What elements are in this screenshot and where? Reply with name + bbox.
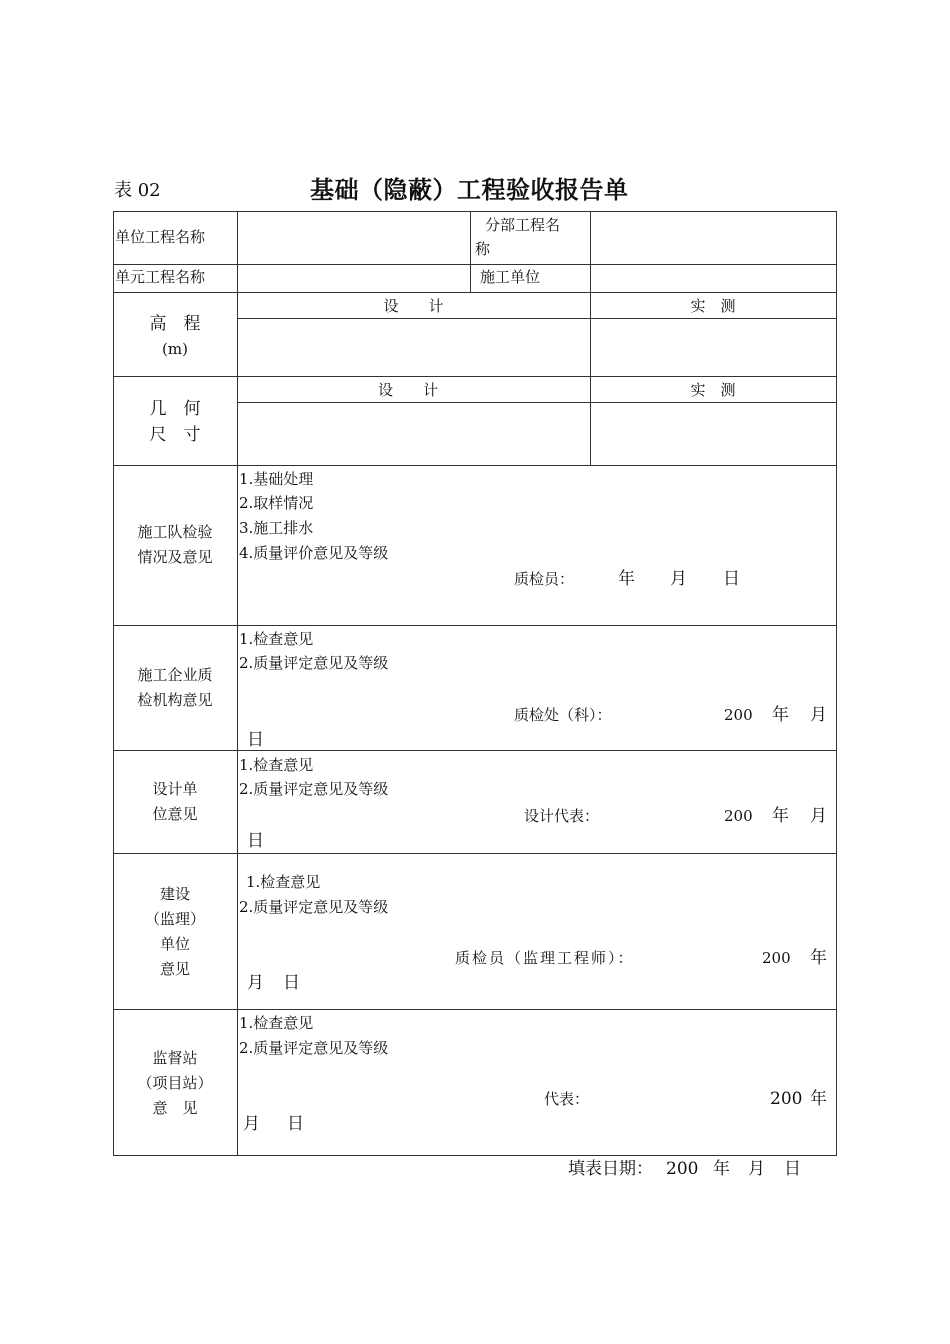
geometry-label: 几 何: [149, 399, 201, 419]
fill-date-month: 月: [748, 1159, 765, 1179]
supervision-item: 1.检查意见: [239, 1014, 314, 1032]
geometry-design-header: 设 计: [378, 381, 439, 399]
fill-date-year-unit: 年: [713, 1159, 730, 1179]
unit-project-label: 单位工程名称: [115, 228, 206, 246]
team-check-signer: 质检员：: [514, 570, 575, 588]
team-check-label-line2: 情况及意见: [137, 548, 213, 566]
owner-unit-signer: 质检员（监理工程师）：: [455, 949, 635, 967]
owner-unit-label-line3: 单位: [159, 935, 190, 953]
team-check-item: 3.施工排水: [239, 519, 314, 537]
geometry-measured-header: 实 测: [690, 381, 736, 399]
enterprise-check-date-day: 日: [247, 730, 264, 750]
design-unit-year: 200: [724, 807, 753, 825]
form-title: 基础（隐蔽）工程验收报告单: [310, 176, 629, 204]
owner-unit-date-month: 月: [247, 973, 264, 993]
design-unit-date-day: 日: [247, 831, 264, 851]
geometry-label-line2: 尺 寸: [149, 425, 201, 445]
team-check-item: 4.质量评价意见及等级: [239, 544, 389, 562]
fill-date-year: 200: [666, 1159, 699, 1179]
elevation-unit: (m): [162, 340, 188, 358]
team-check-label: 施工队检验: [137, 523, 213, 541]
owner-unit-date-day: 日: [283, 973, 300, 993]
supervision-date-day: 日: [287, 1114, 304, 1134]
form-code: 表 02: [114, 180, 161, 201]
team-check-item: 2.取样情况: [239, 494, 314, 512]
enterprise-check-label: 施工企业质: [137, 666, 213, 684]
enterprise-check-item: 1.检查意见: [239, 630, 314, 648]
design-unit-label-line2: 位意见: [152, 805, 198, 823]
enterprise-check-item: 2.质量评定意见及等级: [239, 654, 389, 672]
enterprise-check-label-line2: 检机构意见: [137, 691, 213, 709]
owner-unit-date-year: 年: [810, 948, 827, 968]
owner-unit-label-line4: 意见: [159, 960, 190, 978]
sub-project-label-line2: 称: [475, 240, 491, 258]
owner-unit-year: 200: [762, 949, 791, 967]
supervision-year: 200: [770, 1089, 803, 1109]
team-check-item: 1.基础处理: [239, 470, 314, 488]
design-unit-label: 设计单: [152, 780, 198, 798]
elevation-label: 高 程: [149, 314, 201, 334]
supervision-date-year: 年: [810, 1089, 827, 1109]
team-check-date-year: 年: [618, 569, 635, 589]
supervision-item: 2.质量评定意见及等级: [239, 1039, 389, 1057]
supervision-signer: 代表：: [544, 1090, 590, 1108]
enterprise-check-signer: 质检处（科）：: [514, 706, 612, 724]
design-unit-signer: 设计代表：: [524, 807, 600, 825]
enterprise-check-date-year: 年: [772, 705, 789, 725]
elevation-design-header: 设 计: [383, 297, 444, 315]
team-check-date-day: 日: [723, 569, 740, 589]
supervision-label-line3: 意 见: [152, 1099, 198, 1117]
sub-project-label-line1: 分部工程名: [485, 216, 561, 234]
contractor-label: 施工单位: [480, 268, 541, 286]
element-project-label: 单元工程名称: [115, 268, 206, 286]
supervision-label-line2: （项目站）: [137, 1074, 213, 1092]
fill-date-day: 日: [784, 1159, 801, 1179]
supervision-date-month: 月: [243, 1114, 260, 1134]
enterprise-check-year: 200: [724, 706, 753, 724]
design-unit-date-month: 月: [810, 806, 827, 826]
design-unit-item: 1.检查意见: [239, 756, 314, 774]
team-check-date-month: 月: [670, 569, 687, 589]
elevation-measured-header: 实 测: [690, 297, 736, 315]
design-unit-item: 2.质量评定意见及等级: [239, 780, 389, 798]
owner-unit-item: 1.检查意见: [246, 873, 321, 891]
owner-unit-label: 建设: [159, 885, 190, 903]
supervision-label: 监督站: [152, 1049, 198, 1067]
owner-unit-label-line2: （监理）: [144, 910, 205, 928]
owner-unit-item: 2.质量评定意见及等级: [239, 898, 389, 916]
fill-date-label: 填表日期：: [568, 1159, 653, 1179]
design-unit-date-year: 年: [772, 806, 789, 826]
enterprise-check-date-month: 月: [810, 705, 827, 725]
